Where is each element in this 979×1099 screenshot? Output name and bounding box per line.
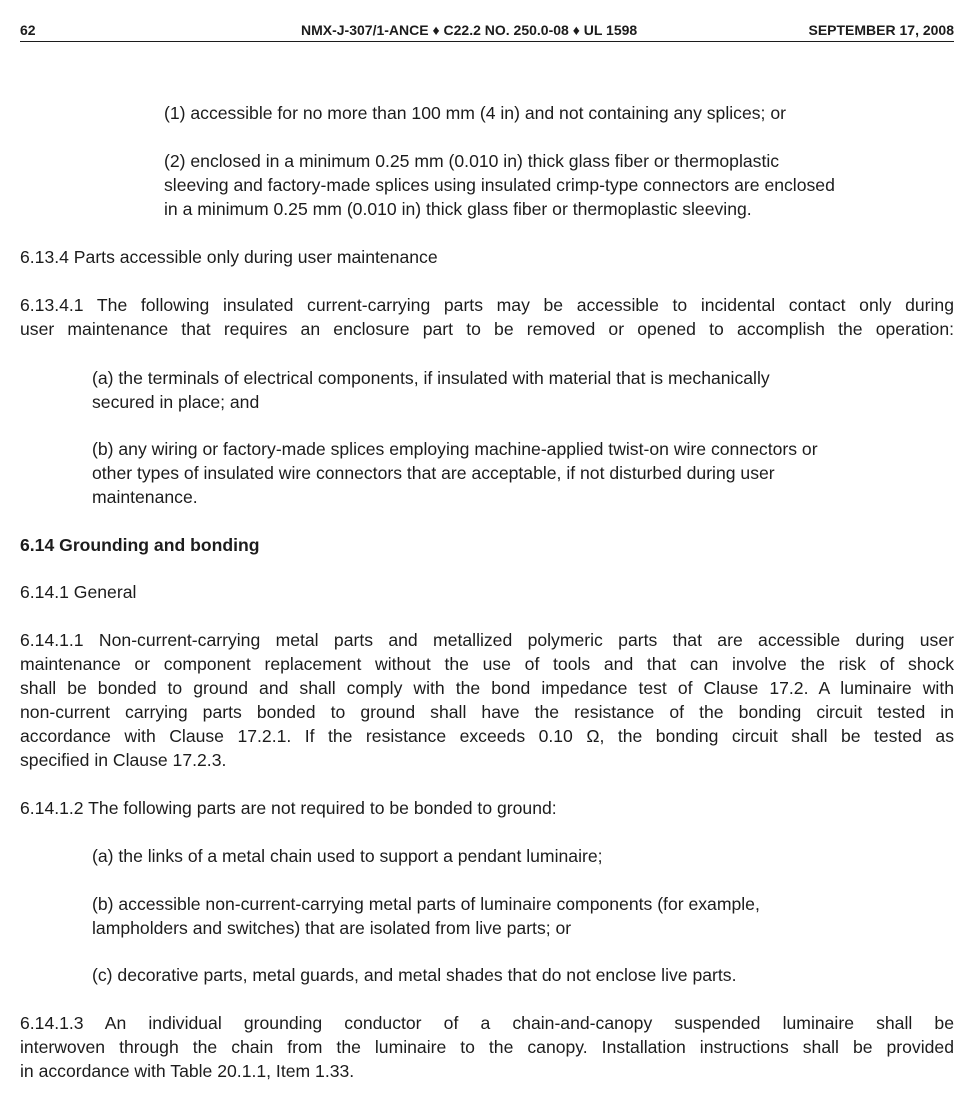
text-line: 6.14.1.1 Non-current-carrying metal parts and metallized polymeric parts that are accessible during user [20, 630, 954, 650]
text-line: (1) accessible for no more than 100 mm (4 in) and not containing any splices; or [164, 103, 786, 123]
text-line: 6.14.1.2 The following parts are not required to be bonded to ground: [20, 798, 557, 818]
text-line: (2) enclosed in a minimum 0.25 mm (0.010 in) thick glass fiber or thermoplastic [164, 151, 780, 171]
text-line: 6.14.1.3 An individual grounding conductor of a chain-and-canopy suspended luminaire shall be [20, 1013, 954, 1033]
page-number: 62 [20, 22, 36, 38]
list-item-1 [164, 101, 786, 125]
text-line: in accordance with Table 20.1.1, Item 1.33. [20, 1061, 355, 1081]
clause-6-13-4-1 [20, 293, 954, 341]
text-line: in a minimum 0.25 mm (0.010 in) thick glass fiber or thermoplastic sleeving. [164, 199, 752, 219]
page-header [20, 21, 954, 42]
text-line: (c) decorative parts, metal guards, and metal shades that do not enclose live parts. [92, 965, 737, 985]
text-line: user maintenance that requires an enclosure part to be removed or opened to accomplish the operation: [20, 319, 954, 339]
standard-designation: NMX-J-307/1-ANCE ♦ C22.2 NO. 250.0-08 ♦ UL 1598 [301, 22, 638, 38]
list-item-a [92, 366, 770, 414]
text-line: (b) any wiring or factory-made splices employing machine-applied twist-on wire connectors or [92, 439, 818, 459]
list-item-b [92, 892, 760, 940]
text-line: maintenance or component replacement without the use of tools and that can involve the risk of shock [20, 654, 954, 674]
text-line: maintenance. [92, 487, 198, 507]
list-item-a [92, 844, 603, 868]
list-item-2 [164, 149, 835, 221]
text-line: accordance with Clause 17.2.1. If the resistance exceeds 0.10 Ω, the bonding circuit shall be tested as [20, 726, 954, 746]
text-line: (b) accessible non-current-carrying metal parts of luminaire components (for example, [92, 894, 760, 914]
text-line: non-current carrying parts bonded to ground shall have the resistance of the bonding circuit tested in [20, 702, 954, 722]
section-6-14-heading [20, 533, 259, 557]
text-line: 6.14 Grounding and bonding [20, 535, 260, 555]
text-line: shall be bonded to ground and shall comply with the bond impedance test of Clause 17.2. A luminaire with [20, 678, 954, 698]
text-line: interwoven through the chain from the luminaire to the canopy. Installation instructions shall be provided [20, 1037, 954, 1057]
clause-6-14-1-3 [20, 1011, 954, 1083]
text-line: specified in Clause 17.2.3. [20, 750, 227, 770]
clause-6-14-1-1 [20, 628, 954, 772]
text-line: (a) the terminals of electrical components, if insulated with material that is mechanically [92, 368, 770, 388]
text-line: (a) the links of a metal chain used to support a pendant luminaire; [92, 846, 603, 866]
clause-6-14-1-heading [20, 580, 136, 604]
text-line: sleeving and factory-made splices using insulated crimp-type connectors are enclosed [164, 175, 835, 195]
list-item-b [92, 437, 818, 509]
clause-6-13-4-heading [20, 245, 438, 269]
text-line: 6.13.4 Parts accessible only during user maintenance [20, 247, 438, 267]
clause-6-14-1-2 [20, 796, 557, 820]
list-item-c [92, 963, 736, 987]
text-line: 6.14.1 General [20, 582, 137, 602]
publication-date: SEPTEMBER 17, 2008 [808, 22, 954, 38]
text-line: secured in place; and [92, 392, 260, 412]
text-line: lampholders and switches) that are isolated from live parts; or [92, 918, 572, 938]
text-line: 6.13.4.1 The following insulated current-carrying parts may be accessible to incidental contact only during [20, 295, 954, 315]
text-line: other types of insulated wire connectors that are acceptable, if not disturbed during user [92, 463, 775, 483]
